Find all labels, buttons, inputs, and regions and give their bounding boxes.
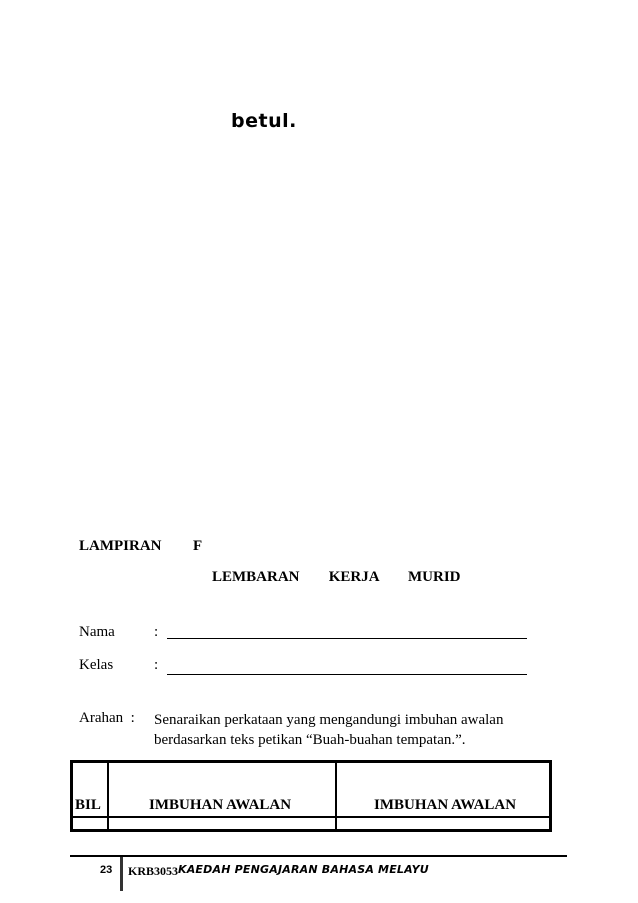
appendix-label xyxy=(79,538,203,555)
table-header-imbuhan-2: IMBUHAN AWALAN xyxy=(374,797,517,813)
table-col-divider-2 xyxy=(335,763,337,829)
footer-page-number: 23 xyxy=(100,864,113,876)
footer-divider xyxy=(120,857,123,891)
table-header-bil: BIL xyxy=(75,797,101,813)
name-colon: : xyxy=(154,624,159,640)
instruction-label: Arahan : xyxy=(79,710,135,726)
footer-rule xyxy=(70,855,567,857)
class-colon: : xyxy=(154,657,159,673)
appendix-letter: F xyxy=(193,538,203,554)
instruction-line-2: berdasarkan teks petikan “Buah-buahan tempatan.”. xyxy=(154,732,466,748)
table-header-rule xyxy=(73,816,549,818)
table-col-divider-1 xyxy=(107,763,109,829)
class-blank-line[interactable] xyxy=(167,656,527,675)
table-header-imbuhan-1: IMBUHAN AWALAN xyxy=(149,797,292,813)
footer-course-code: KRB3053 xyxy=(128,864,179,878)
footer-course-title: KAEDAH PENGAJARAN BAHASA MELAYU xyxy=(178,863,429,876)
text-fragment: betul. xyxy=(231,110,297,132)
class-label: Kelas xyxy=(79,657,114,673)
appendix-label-text: LAMPIRAN xyxy=(79,538,162,554)
name-blank-line[interactable] xyxy=(167,622,527,639)
answer-table xyxy=(70,760,552,832)
worksheet-heading: LEMBARAN KERJA MURID xyxy=(212,569,461,585)
instruction-text xyxy=(154,710,534,750)
name-label: Nama xyxy=(79,624,115,640)
instruction-line-1: Senaraikan perkataan yang mengandungi imbuhan awalan xyxy=(154,712,504,728)
